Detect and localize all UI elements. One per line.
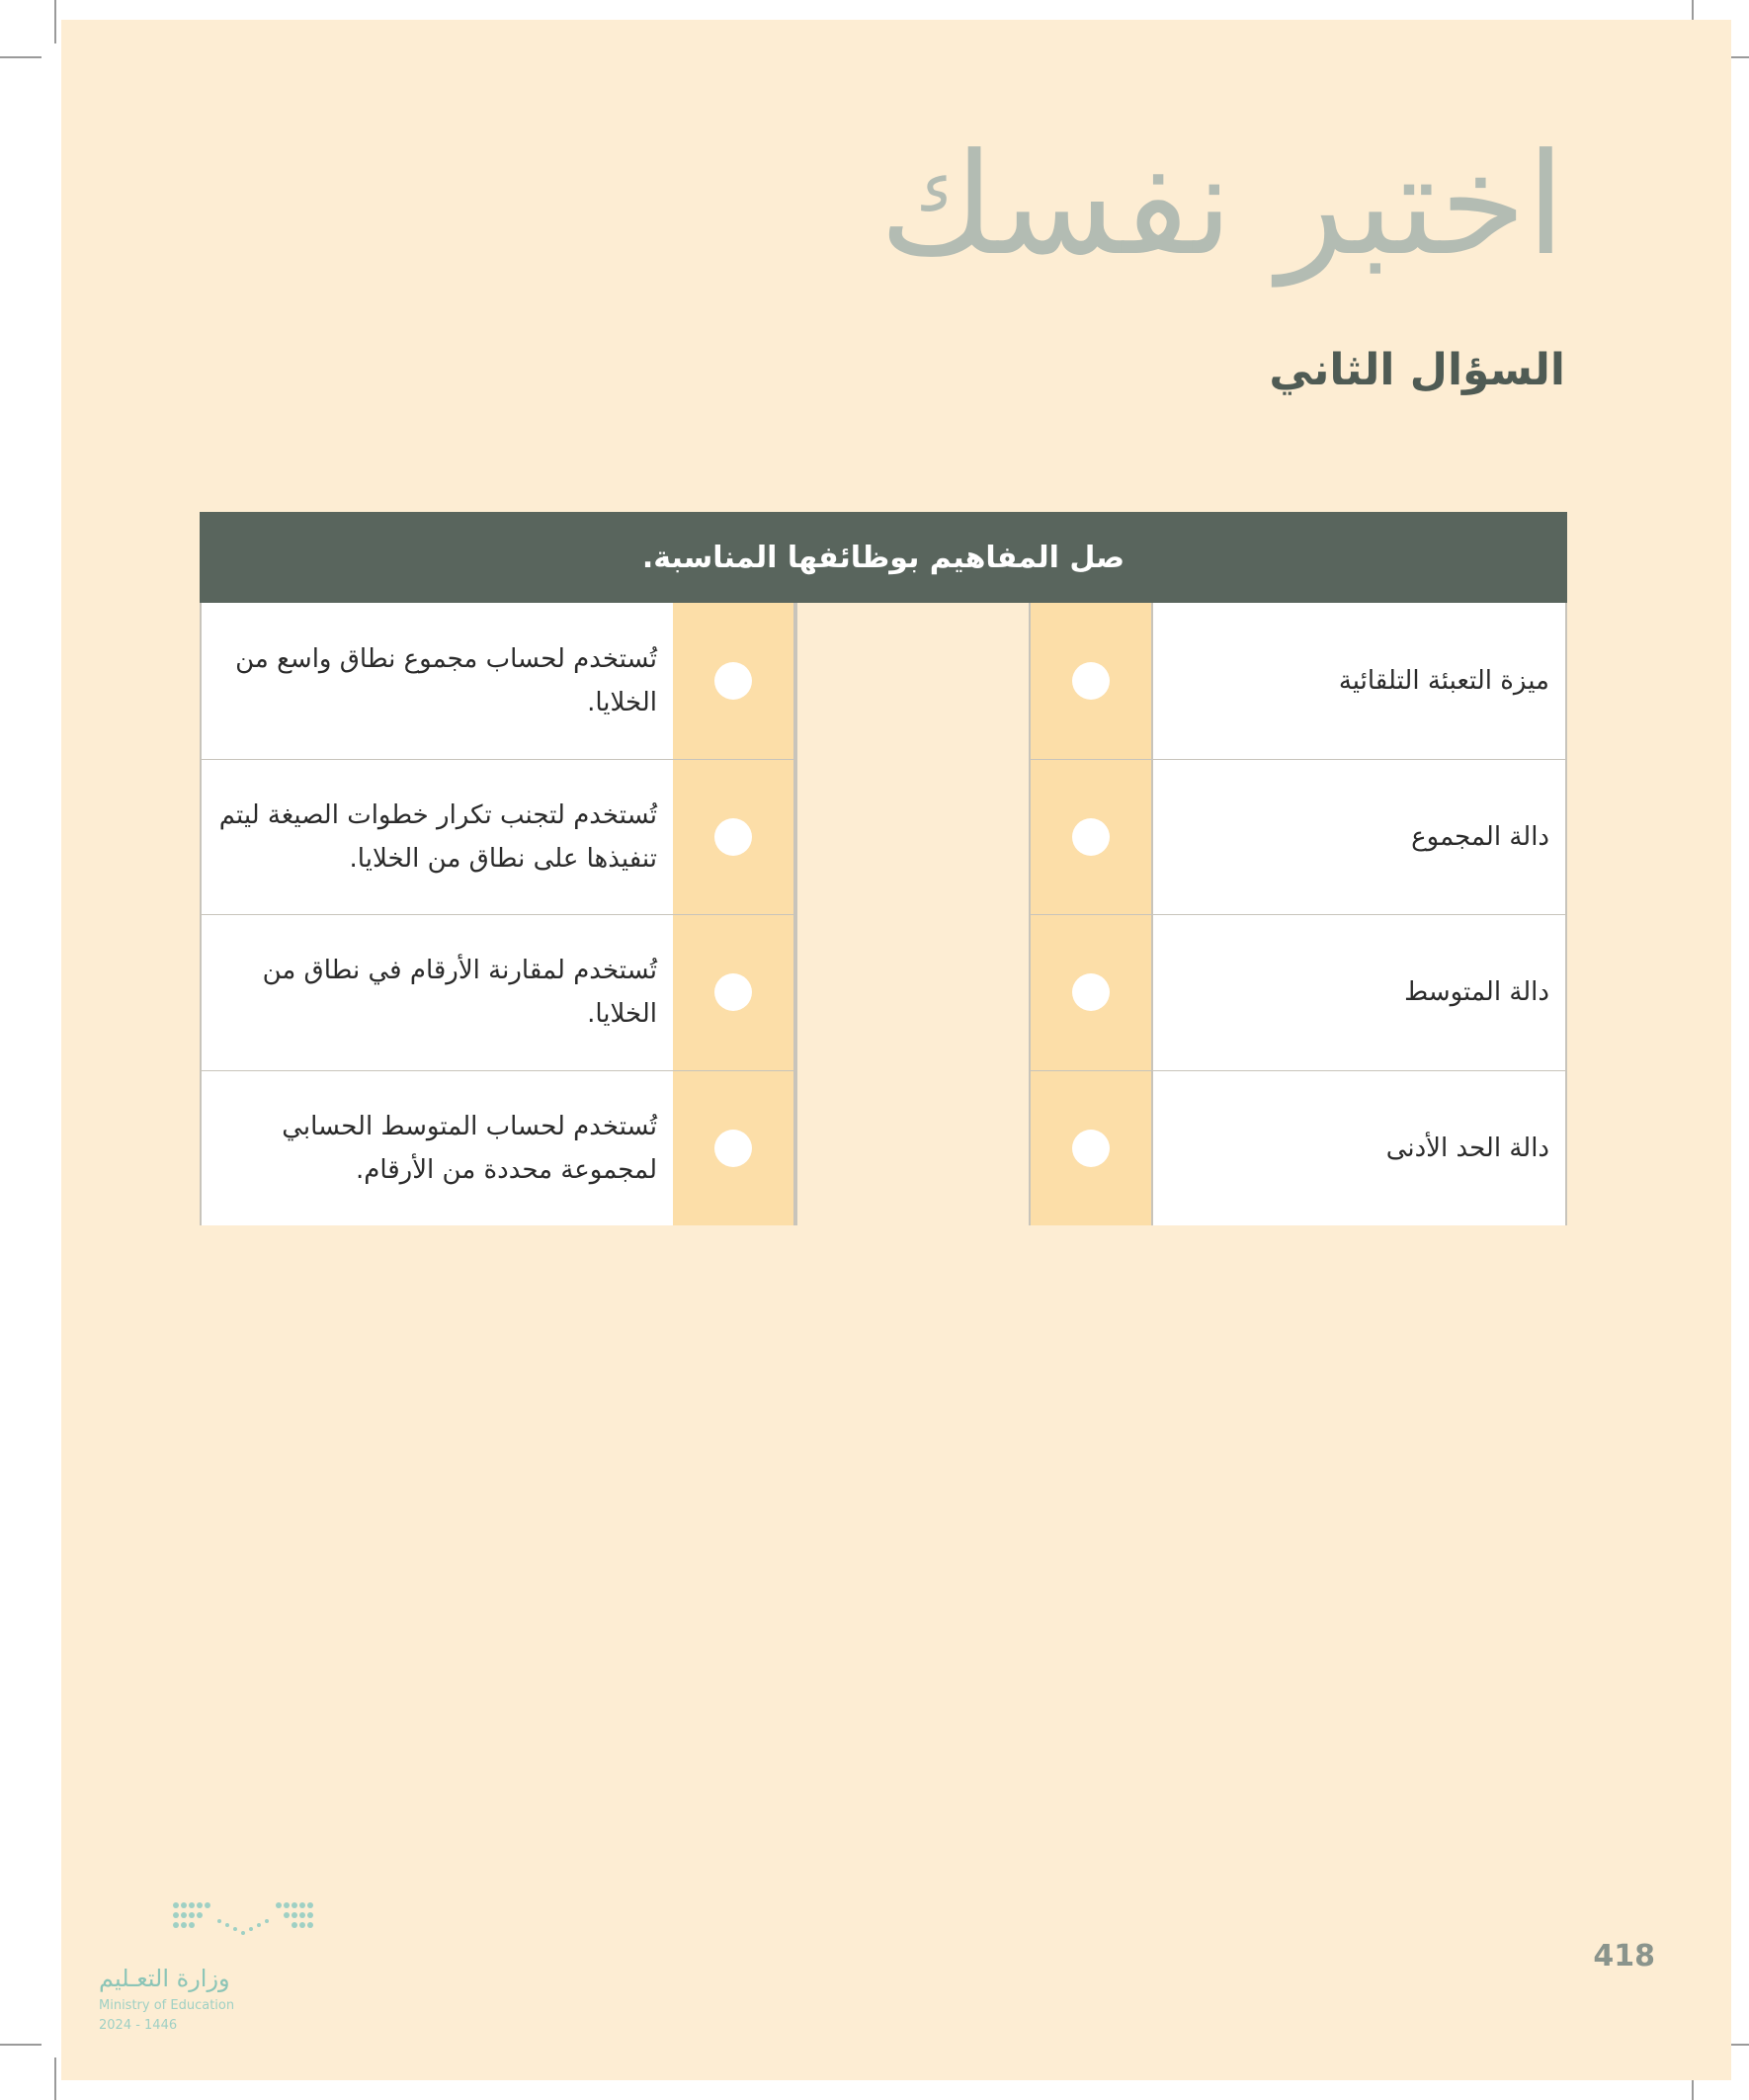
logo-year-text: 2024 - 1446 (99, 2018, 178, 2033)
match-dot[interactable] (714, 662, 752, 700)
question-heading: السؤال الثاني (1269, 345, 1565, 395)
concept-row (1031, 603, 1565, 759)
match-dot[interactable] (1072, 818, 1110, 856)
match-cell (673, 915, 795, 1070)
concept-row (1031, 1070, 1565, 1226)
match-dot[interactable] (714, 818, 752, 856)
function-row (202, 603, 795, 759)
match-dot[interactable] (1072, 662, 1110, 700)
crop-mark (54, 0, 56, 43)
crop-mark (0, 2044, 42, 2046)
function-label: تُستخدم لتجنب تكرار خطوات الصيغة ليتم تنفيذها على نطاق من الخلايا. (202, 760, 673, 915)
logo-arabic-text: وزارة التعـليم (99, 1965, 230, 1992)
instruction-banner (200, 512, 1567, 603)
concept-row (1031, 914, 1565, 1070)
ministry-logo (99, 1895, 336, 2044)
match-cell (1031, 603, 1153, 759)
concept-label: دالة المجموع (1153, 760, 1565, 915)
match-cell (673, 760, 795, 915)
function-row (202, 1070, 795, 1226)
concepts-column (1029, 603, 1567, 1225)
function-row (202, 914, 795, 1070)
function-label: تُستخدم لحساب المتوسط الحسابي لمجموعة محددة من الأرقام. (202, 1071, 673, 1226)
function-row (202, 759, 795, 915)
function-label: تُستخدم لحساب مجموع نطاق واسع من الخلايا. (202, 603, 673, 759)
logo-dots-icon (170, 1895, 328, 1955)
match-cell (1031, 915, 1153, 1070)
instruction-text: صل المفاهيم بوظائفها المناسبة. (641, 540, 1125, 575)
function-label: تُستخدم لمقارنة الأرقام في نطاق من الخلايا. (202, 915, 673, 1070)
match-dot[interactable] (714, 973, 752, 1011)
page-title: اختبر نفسك (878, 124, 1565, 287)
page-number: 418 (1593, 1939, 1655, 1974)
match-dot[interactable] (1072, 1130, 1110, 1167)
logo-english-text: Ministry of Education (99, 1998, 235, 2013)
crop-mark (54, 2058, 56, 2100)
concept-label: دالة الحد الأدنى (1153, 1071, 1565, 1226)
concept-label: ميزة التعبئة التلقائية (1153, 603, 1565, 759)
concept-row (1031, 759, 1565, 915)
match-dot[interactable] (1072, 973, 1110, 1011)
match-dot[interactable] (714, 1130, 752, 1167)
crop-mark (0, 56, 42, 58)
match-cell (1031, 1071, 1153, 1226)
match-cell (673, 603, 795, 759)
match-cell (1031, 760, 1153, 915)
functions-column (200, 603, 797, 1225)
concept-label: دالة المتوسط (1153, 915, 1565, 1070)
match-cell (673, 1071, 795, 1226)
